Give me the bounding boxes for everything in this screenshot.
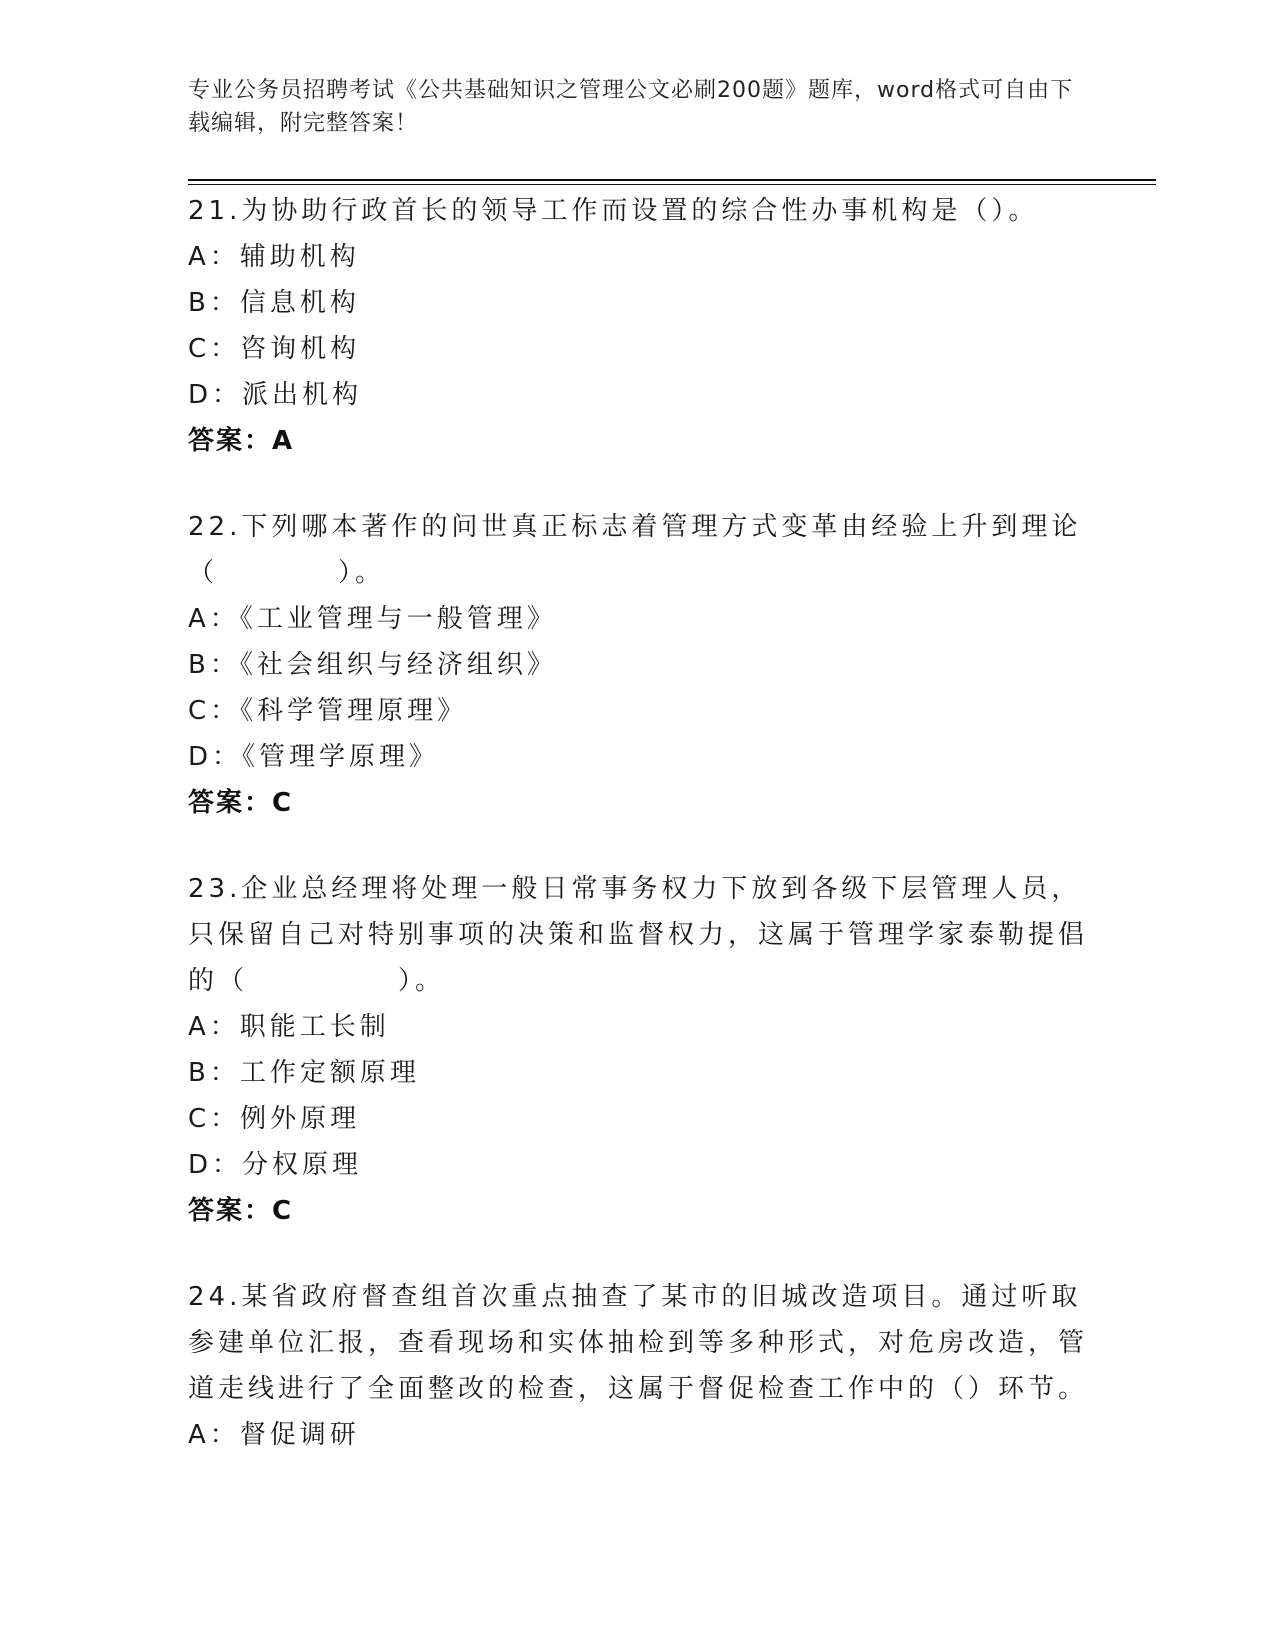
question-item bbox=[188, 188, 1088, 464]
option-a: A：辅助机构 bbox=[188, 242, 360, 272]
option-b: B：工作定额原理 bbox=[188, 1058, 420, 1088]
question-item bbox=[188, 504, 1088, 826]
answer-line: 答案：C bbox=[188, 788, 294, 818]
question-list bbox=[188, 188, 1088, 1498]
option-a: A：《工业管理与一般管理》 bbox=[188, 604, 557, 634]
header-divider-thin bbox=[188, 184, 1156, 185]
answer-line: 答案：C bbox=[188, 1196, 294, 1226]
option-c: C：例外原理 bbox=[188, 1104, 361, 1134]
option-c: C：咨询机构 bbox=[188, 334, 361, 364]
option-d: D：《管理学原理》 bbox=[188, 742, 440, 772]
option-b: B：信息机构 bbox=[188, 288, 360, 318]
option-c: C：《科学管理原理》 bbox=[188, 696, 468, 726]
option-b: B：《社会组织与经济组织》 bbox=[188, 650, 557, 680]
question-item bbox=[188, 866, 1088, 1234]
question-stem: 21.为协助行政首长的领导工作而设置的综合性办事机构是（）。 bbox=[188, 196, 1039, 226]
question-stem: 22.下列哪本著作的问世真正标志着管理方式变革由经验上升到理论（ ）。 bbox=[188, 512, 1082, 588]
option-a: A：督促调研 bbox=[188, 1420, 360, 1450]
option-d: D：分权原理 bbox=[188, 1150, 363, 1180]
question-stem: 24.某省政府督查组首次重点抽查了某市的旧城改造项目。通过听取参建单位汇报，查看现场和实体抽检到等多种形式，对危房改造，管道走线进行了全面整改的检查，这属于督促检查工作中的（）环节。 bbox=[188, 1282, 1089, 1404]
answer-line: 答案：A bbox=[188, 426, 295, 456]
document-header: 专业公务员招聘考试《公共基础知识之管理公文必刷200题》题库，word格式可自由下载编辑，附完整答案！ bbox=[188, 78, 1074, 136]
option-d: D：派出机构 bbox=[188, 380, 363, 410]
header-divider bbox=[188, 179, 1156, 181]
question-item bbox=[188, 1274, 1088, 1458]
option-a: A：职能工长制 bbox=[188, 1012, 390, 1042]
question-stem: 23.企业总经理将处理一般日常事务权力下放到各级下层管理人员，只保留自己对特别事项的决策和监督权力，这属于管理学家泰勒提倡的（ ）。 bbox=[188, 874, 1089, 996]
